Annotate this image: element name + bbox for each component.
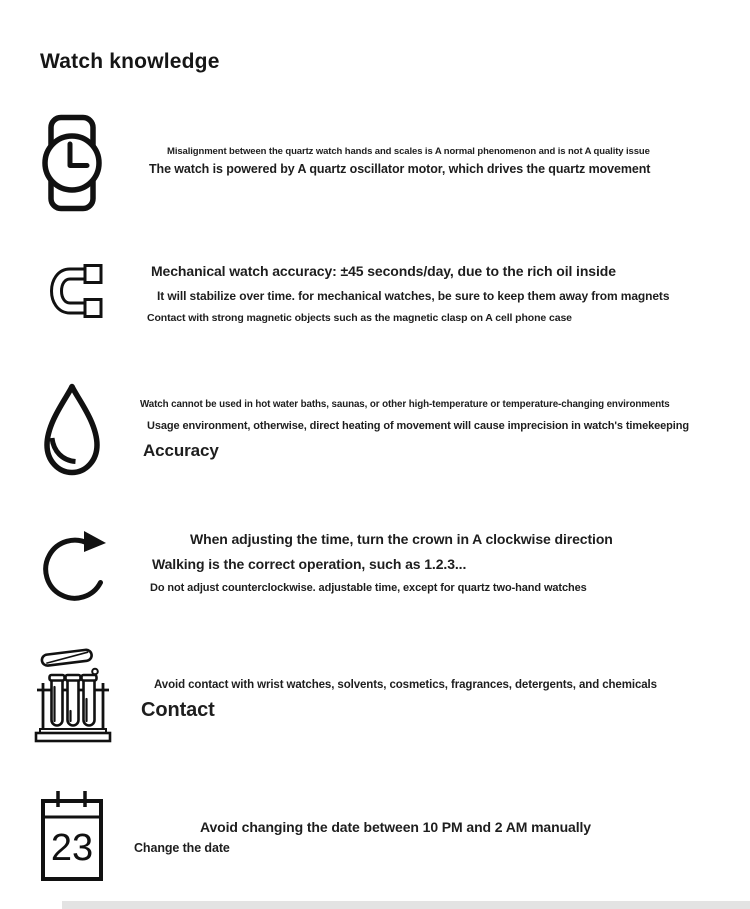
section5-main-text: Avoid contact with wrist watches, solvents, cosmetics, fragrances, detergents, and chemicals <box>154 679 657 691</box>
test-tubes-icon <box>34 643 112 745</box>
section4-main-text: When adjusting the time, turn the crown in A clockwise direction <box>190 531 613 547</box>
bottom-edge-bar <box>62 901 750 909</box>
section3-heading: Accuracy <box>143 441 219 460</box>
section6-heading: Change the date <box>134 841 230 855</box>
calendar-day-number: 23 <box>50 827 94 869</box>
calendar-icon <box>38 788 108 884</box>
section4-note: Do not adjust counterclockwise. adjustable time, except for quartz two-hand watches <box>150 582 587 594</box>
section2-main-text: Mechanical watch accuracy: ±45 seconds/day, due to the rich oil inside <box>151 263 616 279</box>
section2-note: Contact with strong magnetic objects such as the magnetic clasp on A cell phone case <box>147 312 572 324</box>
section1-main-text: The watch is powered by A quartz oscillator motor, which drives the quartz movement <box>149 162 651 176</box>
section5-heading: Contact <box>141 699 215 721</box>
watch-icon <box>40 114 104 212</box>
clockwise-arrow-icon <box>42 519 110 609</box>
page-title: Watch knowledge <box>40 50 220 74</box>
section2-sub-text: It will stabilize over time. for mechanical watches, be sure to keep them away from magnets <box>157 289 670 303</box>
section6-main-text: Avoid changing the date between 10 PM and 2 AM manually <box>200 819 591 835</box>
magnet-icon <box>40 261 106 321</box>
section4-sub-text: Walking is the correct operation, such as 1.2.3... <box>152 556 467 572</box>
water-drop-icon <box>38 382 106 480</box>
section3-sub-text: Usage environment, otherwise, direct heating of movement will cause imprecision in watch's timekeeping <box>147 420 689 432</box>
section3-note: Watch cannot be used in hot water baths, saunas, or other high-temperature or temperature-changing environments <box>140 399 670 410</box>
section1-note: Misalignment between the quartz watch hands and scales is A normal phenomenon and is not A quality issue <box>167 146 650 157</box>
